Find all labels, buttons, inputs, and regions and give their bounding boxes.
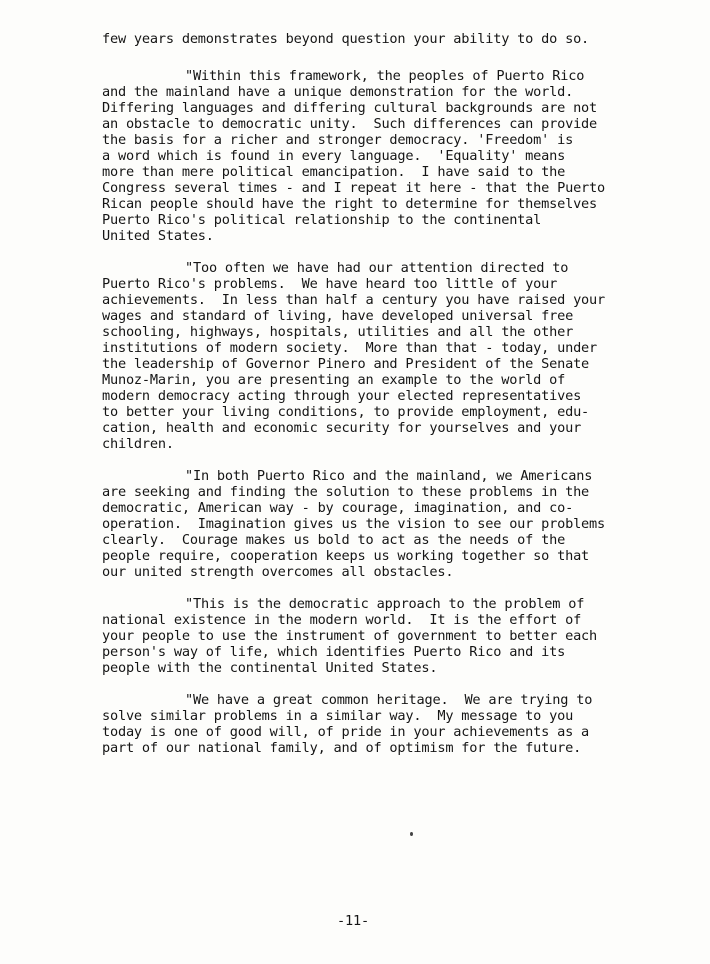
text-line: "This is the democratic approach to the problem of [185, 596, 585, 612]
text-line: the basis for a richer and stronger democracy. 'Freedom' is [102, 132, 574, 148]
text-line: a word which is found in every language. 'Equality' means [102, 148, 566, 164]
text-line: "Too often we have had our attention directed to [185, 260, 569, 276]
text-line: schooling, highways, hospitals, utilities and all the other [102, 324, 574, 340]
text-line: your people to use the instrument of government to better each [102, 628, 598, 644]
text-line: Rican people should have the right to determine for themselves [102, 196, 598, 212]
text-line: few years demonstrates beyond question your ability to do so. [102, 31, 590, 47]
text-line: Congress several times - and I repeat it here - that the Puerto [102, 180, 606, 196]
text-line: modern democracy acting through your elected representatives [102, 388, 582, 404]
text-line: operation. Imagination gives us the vision to see our problems [102, 516, 606, 532]
text-line: children. [102, 436, 174, 452]
text-line: Munoz-Marin, you are presenting an example to the world of [102, 372, 566, 388]
text-line: Puerto Rico's problems. We have heard too little of your [102, 276, 558, 292]
text-line: our united strength overcomes all obstacles. [102, 564, 454, 580]
text-line: person's way of life, which identifies Puerto Rico and its [102, 644, 566, 660]
text-line: part of our national family, and of optimism for the future. [102, 740, 582, 756]
text-line: solve similar problems in a similar way. My message to you [102, 708, 574, 724]
text-line: are seeking and finding the solution to these problems in the [102, 484, 590, 500]
text-line: institutions of modern society. More than that - today, under [102, 340, 598, 356]
text-line: "In both Puerto Rico and the mainland, we Americans [185, 468, 593, 484]
text-line: cation, health and economic security for yourselves and your [102, 420, 582, 436]
page-number: -11- [337, 913, 369, 929]
text-line: democratic, American way - by courage, imagination, and co- [102, 500, 574, 516]
text-line: the leadership of Governor Pinero and President of the Senate [102, 356, 590, 372]
text-line: "Within this framework, the peoples of Puerto Rico [185, 68, 585, 84]
text-line: achievements. In less than half a century you have raised your [102, 292, 606, 308]
text-line: today is one of good will, of pride in your achievements as a [102, 724, 590, 740]
text-line: people with the continental United States. [102, 660, 438, 676]
text-line: people require, cooperation keeps us working together so that [102, 548, 590, 564]
text-line: to better your living conditions, to provide employment, edu- [102, 404, 590, 420]
text-line: more than mere political emancipation. I have said to the [102, 164, 566, 180]
text-line: national existence in the modern world. It is the effort of [102, 612, 582, 628]
text-line: clearly. Courage makes us bold to act as the needs of the [102, 532, 566, 548]
text-line: Differing languages and differing cultural backgrounds are not [102, 100, 598, 116]
text-line: United States. [102, 228, 214, 244]
text-line: "We have a great common heritage. We are trying to [185, 692, 593, 708]
text-line: wages and standard of living, have developed universal free [102, 308, 574, 324]
ink-speck [410, 832, 413, 836]
text-line: and the mainland have a unique demonstration for the world. [102, 84, 574, 100]
text-line: Puerto Rico's political relationship to the continental [102, 212, 542, 228]
text-line: an obstacle to democratic unity. Such differences can provide [102, 116, 598, 132]
